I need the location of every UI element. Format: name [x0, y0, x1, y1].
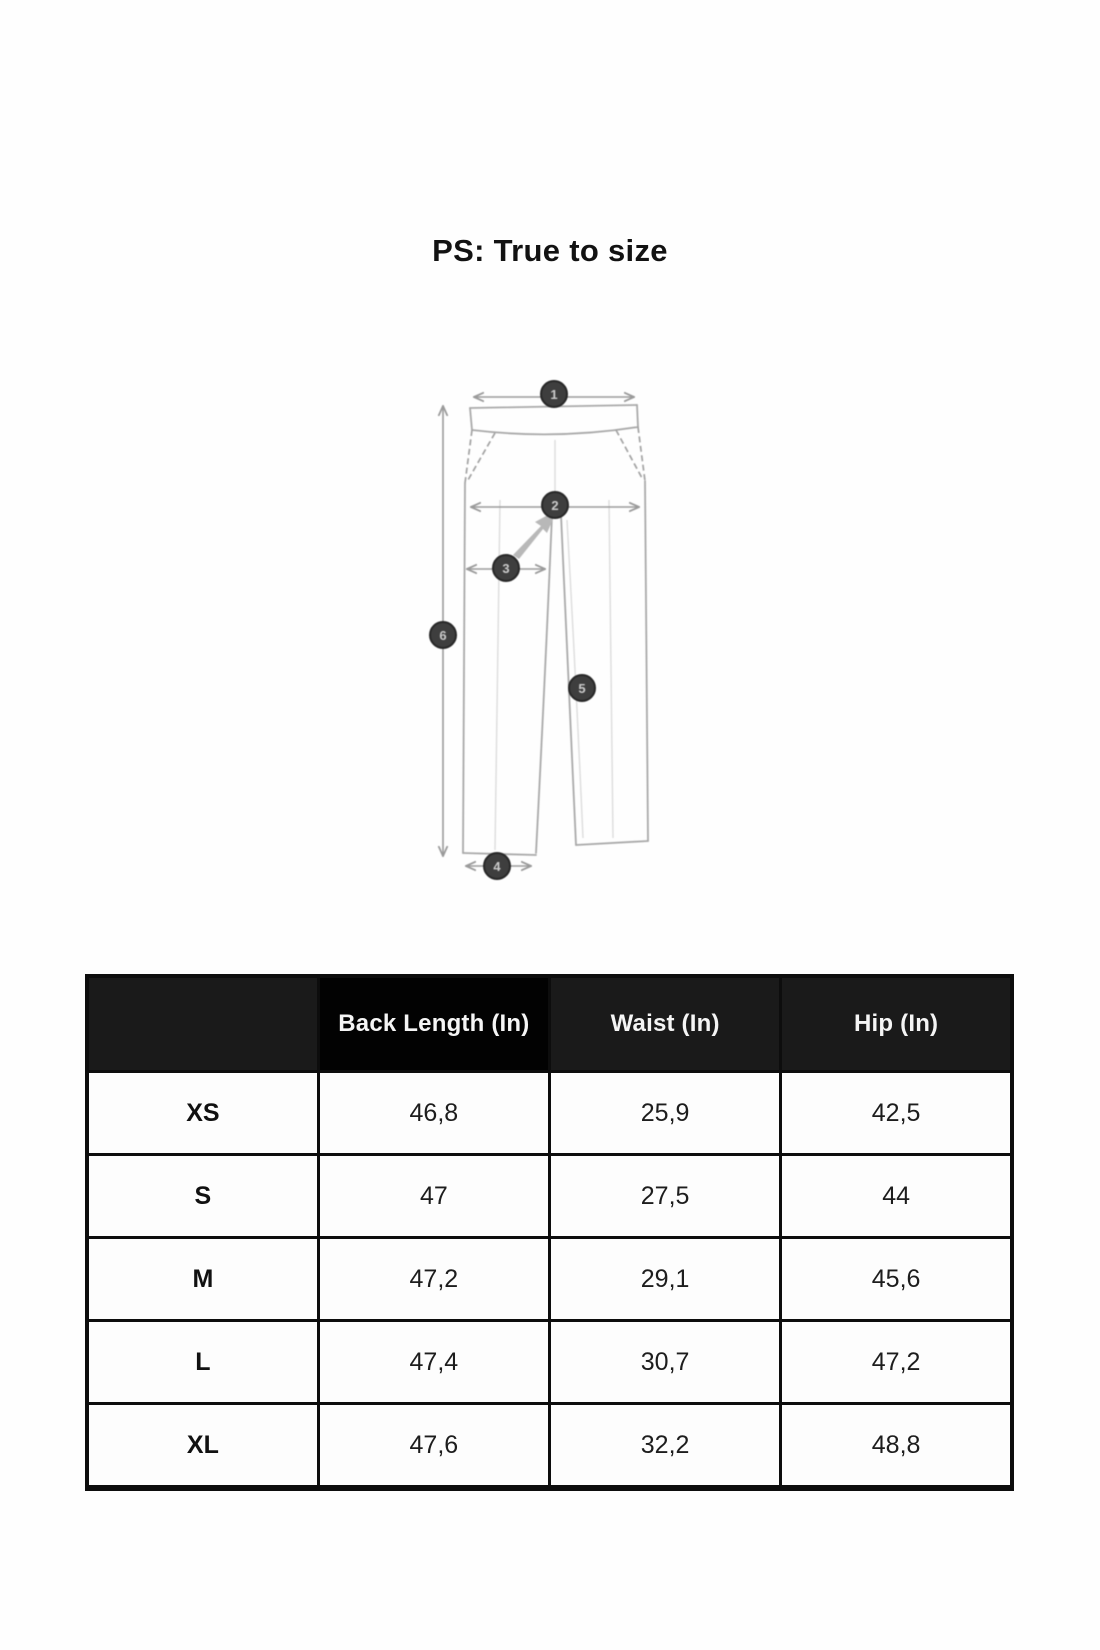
- size-table: [85, 974, 1014, 1491]
- hip-value: 47,2: [781, 1321, 1012, 1404]
- size-label: S: [87, 1155, 318, 1238]
- hip-value: 48,8: [781, 1404, 1012, 1489]
- pants-measurement-diagram: [395, 350, 675, 885]
- waist-value: 27,5: [550, 1155, 781, 1238]
- hip-value: 44: [781, 1155, 1012, 1238]
- measure-marker-1-waist: [541, 381, 567, 407]
- measure-marker-4-hem: [484, 853, 510, 879]
- back-length-value: 47: [318, 1155, 549, 1238]
- size-label: M: [87, 1238, 318, 1321]
- svg-text:1: 1: [550, 387, 558, 402]
- size-label: L: [87, 1321, 318, 1404]
- page-title: PS: True to size: [432, 233, 668, 268]
- size-label: XS: [87, 1072, 318, 1155]
- table-row-l: [87, 1321, 1012, 1404]
- back-length-value: 46,8: [318, 1072, 549, 1155]
- back-length-value: 47,6: [318, 1404, 549, 1489]
- svg-text:3: 3: [502, 561, 510, 576]
- waist-value: 29,1: [550, 1238, 781, 1321]
- hip-value: 42,5: [781, 1072, 1012, 1155]
- waist-value: 25,9: [550, 1072, 781, 1155]
- pants-outline: [463, 405, 648, 855]
- table-row-s: [87, 1155, 1012, 1238]
- table-row-m: [87, 1238, 1012, 1321]
- waist-value: 32,2: [550, 1404, 781, 1489]
- size-table-header: [87, 976, 1012, 1072]
- back-length-value: 47,4: [318, 1321, 549, 1404]
- header-row: [87, 976, 1012, 1072]
- measurement-lines: [443, 397, 638, 866]
- svg-text:4: 4: [493, 859, 501, 874]
- svg-text:6: 6: [439, 628, 447, 643]
- measure-marker-3-thigh: [493, 555, 519, 581]
- header-cell-hip: Hip (In): [781, 976, 1012, 1072]
- svg-text:5: 5: [578, 681, 586, 696]
- size-label: XL: [87, 1404, 318, 1489]
- header-cell-back-length: Back Length (In): [318, 976, 549, 1072]
- pants-sketch-svg: [395, 350, 675, 885]
- hip-value: 45,6: [781, 1238, 1012, 1321]
- table-row-xs: [87, 1072, 1012, 1155]
- header-cell-waist: Waist (In): [550, 976, 781, 1072]
- svg-text:2: 2: [551, 498, 559, 513]
- back-length-value: 47,2: [318, 1238, 549, 1321]
- measure-marker-5-inseam: [569, 675, 595, 701]
- measure-marker-6-length: [430, 622, 456, 648]
- table-row-xl: [87, 1404, 1012, 1489]
- waist-value: 30,7: [550, 1321, 781, 1404]
- measure-marker-2-hip: [542, 492, 568, 518]
- header-cell-empty: [87, 976, 318, 1072]
